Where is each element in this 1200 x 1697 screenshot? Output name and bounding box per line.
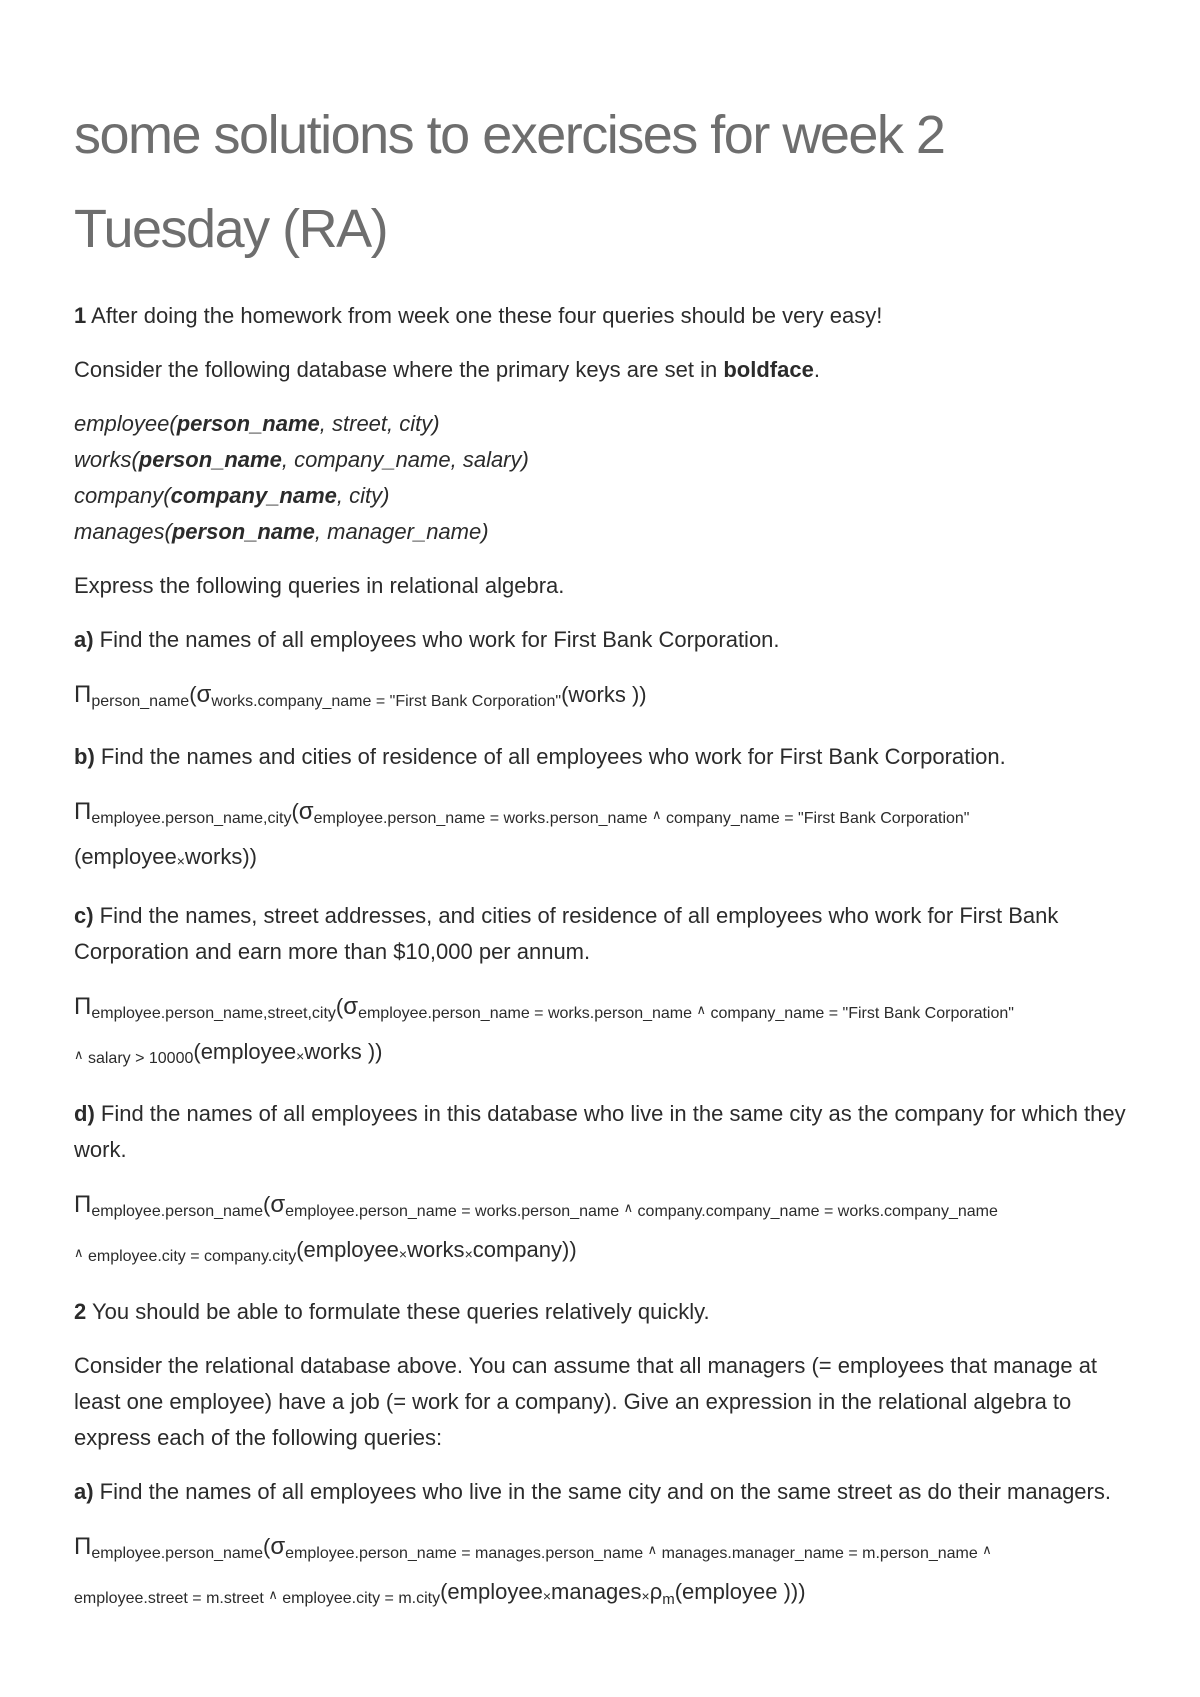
projection-symbol: Π — [74, 1533, 92, 1560]
database-description: Consider the following database where the primary keys are set in boldface. — [74, 357, 820, 382]
answer-1b: $\Pi_{employee.person\_name,city}(\sigma_{employee.person\_name = works.person\_name}$ ∧ $_{company\_name = "First Bank Corporation"}$ (employee×works)) — [74, 798, 970, 869]
rename-symbol: ρ — [649, 1579, 663, 1604]
and-symbol: ∧ — [982, 1542, 992, 1557]
cross-product-symbol: × — [464, 1246, 473, 1262]
and-symbol: ∧ — [647, 1542, 658, 1557]
page-title: some solutions to exercises for week 2 Tuesday (RA) — [74, 105, 945, 259]
selection-symbol: σ — [196, 681, 212, 708]
cross-product-symbol: × — [296, 1048, 305, 1064]
projection-symbol: Π — [74, 993, 92, 1020]
and-symbol: ∧ — [623, 1200, 634, 1215]
schema-employee: employee(person_name, street, city) — [74, 411, 440, 436]
exercise-2-intro: 2 You should be able to formulate these queries relatively quickly. — [74, 1299, 710, 1324]
selection-symbol: σ — [270, 1191, 286, 1218]
selection-symbol: σ — [298, 798, 314, 825]
selection-symbol: σ — [270, 1533, 286, 1560]
exercise-number: 2 — [74, 1299, 87, 1324]
schema-list — [74, 406, 1140, 550]
instructions: Express the following queries in relational algebra. — [74, 573, 565, 598]
exercise-number: 1 — [74, 303, 87, 328]
selection-symbol: σ — [343, 993, 359, 1020]
database-assumption: Consider the relational database above. You can assume that all managers (= employees that manage at least one employee) have a job (= work for a company). Give an expression in the relational algebra to express each of the following queries: — [74, 1353, 1098, 1450]
answer-1d: $\Pi_{employee.person\_name}(\sigma_{employee.person\_name = works.person\_name}$ ∧ $_{company.company\_name = works.company\_name}$ ∧ $_{employee.city = company.city}$(employee×works×company)) — [74, 1191, 998, 1265]
question-1b: b) Find the names and cities of residence of all employees who work for First Bank Corporation. — [74, 744, 1006, 769]
and-symbol: ∧ — [652, 807, 662, 822]
cross-product-symbol: × — [641, 1588, 650, 1604]
and-symbol: ∧ — [74, 1245, 84, 1260]
answer-1a: $\Pi_{person\_name}(\sigma_{works.company\_name = "First Bank Corporation"}(works$ )) — [74, 681, 647, 710]
schema-manages: manages(person_name, manager_name) — [74, 519, 489, 544]
answer-1c: $\Pi_{employee.person\_name,street,city}(\sigma_{employee.person\_name = works.person\_name}$ ∧ $_{company\_name = "First Bank Corporation"}$ ∧ $_{salary > 10000}$(employee×works )) — [74, 993, 1014, 1067]
question-1d: d) Find the names of all employees in this database who live in the same city as the company for which they work. — [74, 1101, 1126, 1162]
projection-symbol: Π — [74, 1191, 92, 1218]
question-2a: a) Find the names of all employees who live in the same city and on the same street as do their managers. — [74, 1479, 1111, 1504]
and-symbol: ∧ — [696, 1002, 706, 1017]
exercise-1-intro: 1 After doing the homework from week one these four queries should be very easy! — [74, 303, 883, 328]
projection-symbol: Π — [74, 798, 92, 825]
cross-product-symbol: × — [542, 1588, 552, 1604]
cross-product-symbol: × — [176, 853, 185, 869]
answer-2a: $\Pi_{employee.person\_name}(\sigma_{employee.person\_name = manages.person\_name}$ ∧ $_{manages.manager\_name = m.person\_name}$ ∧ $_{employee.street = m.street}$ ∧ $_{employee.city = m.city}(employee\times manages\times\rho_m(employee$ ))) — [74, 1533, 992, 1608]
projection-symbol: Π — [74, 681, 92, 708]
schema-company: company(company_name, city) — [74, 483, 390, 508]
question-1a: a) Find the names of all employees who work for First Bank Corporation. — [74, 627, 780, 652]
schema-works: works(person_name, company_name, salary) — [74, 447, 529, 472]
and-symbol: ∧ — [268, 1587, 278, 1602]
and-symbol: ∧ — [74, 1047, 84, 1062]
question-1c: c) Find the names, street addresses, and cities of residence of all employees who work for First Bank Corporation and earn more than $10,000 per annum. — [74, 903, 1059, 964]
cross-product-symbol: × — [398, 1246, 408, 1262]
